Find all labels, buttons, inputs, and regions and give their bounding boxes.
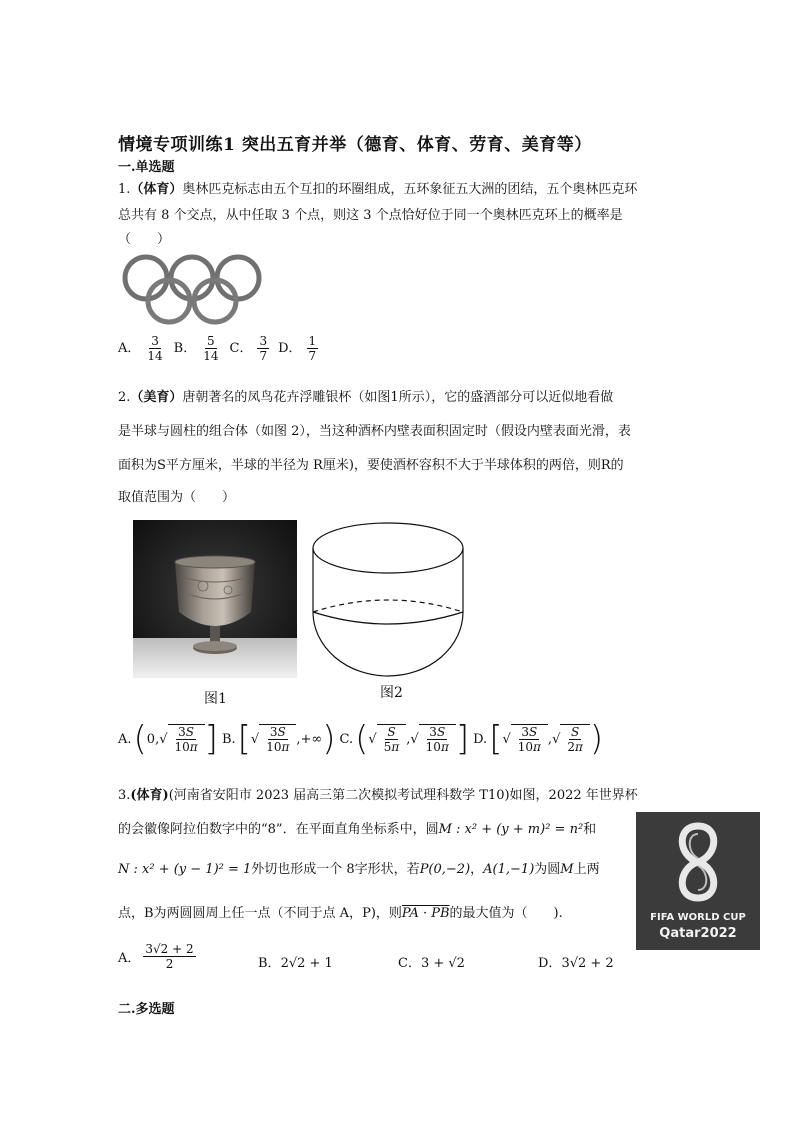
question-number: 3. [118, 788, 131, 803]
section-heading-single-choice: 一.单选题 [118, 160, 175, 175]
question-text: 奥林匹克标志由五个互扣的环圈组成，五环象征五大洲的团结，五个奥林匹克环 [182, 182, 638, 197]
option-a[interactable]: A． $\frac{3√2 + 2}{2}$ [118, 942, 194, 971]
question-1-line-2: 总共有 8 个交点，从中任取 3 个点，则这 3 个点恰好位于同一个奥林匹克环上的概率是 [118, 208, 623, 223]
question-3-line-2: 的会徽像阿拉伯数字中的“8”．在平面直角坐标系中，圆M : x² + (y + m)² = n²和 [118, 822, 597, 837]
question-3-options [118, 942, 638, 982]
ring-bottom-right [194, 280, 236, 322]
option-b[interactable]: B．2√2 + 1 [258, 956, 333, 971]
cylinder-hemisphere-diagram [308, 520, 468, 682]
figure-1-caption: 图1 [204, 691, 227, 707]
logo-emblem [636, 812, 760, 912]
question-3-line-1 [118, 784, 638, 803]
question-tag: （体育） [130, 182, 183, 197]
question-1-line-1 [118, 178, 637, 197]
question-2-line-1 [118, 386, 613, 405]
option-c[interactable]: C. ( √ $\frac{S}{5\pi}$ , √ $\frac{3S}{10\pi}$ ] [339, 719, 470, 759]
question-tag: (体育) [130, 788, 169, 803]
option-d[interactable]: D． $\frac{1}{7}$ [278, 334, 317, 363]
section-heading-multiple-choice: 二.多选题 [118, 1002, 175, 1017]
question-text: (河南省安阳市 2023 届高三第二次模拟考试理科数学 T10)如图，2022 年世界杯 [168, 788, 638, 803]
olympic-rings-figure [120, 252, 266, 328]
page-title: 情境专项训练1 突出五育并举（德育、体育、劳育、美育等） [118, 135, 592, 155]
question-tag: （美育） [130, 390, 183, 405]
ring-bottom-left [148, 280, 190, 322]
logo-text-line-1: FIFA WORLD CUP [650, 912, 746, 923]
question-2-line-2: 是半球与圆柱的组合体（如图 2），当这种酒杯内壁表面积固定时（假设内壁表面光滑，表 [118, 424, 631, 439]
option-b[interactable]: B． $\frac{5}{14}$ [173, 334, 219, 363]
silver-cup-photo [133, 520, 297, 678]
option-a[interactable]: A． $\frac{3}{14}$ [118, 334, 163, 363]
option-c[interactable]: C．3 + √2 [398, 956, 465, 971]
option-c[interactable]: C． $\frac{3}{7}$ [229, 334, 268, 363]
option-d[interactable]: D．3√2 + 2 [538, 956, 614, 971]
fifa-world-cup-logo [636, 812, 760, 950]
question-1-options [118, 334, 321, 363]
question-3-line-3: N : x² + (y − 1)² = 1外切也形成一个 8字形状，若P(0,−2)，A(1,−1)为圆M上两 [118, 862, 600, 877]
ring-top-middle [171, 257, 213, 299]
question-text: 唐朝著名的凤鸟花卉浮雕银杯（如图1所示），它的盛酒部分可以近似地看做 [182, 390, 614, 405]
question-2-line-4: 取值范围为（ ） [118, 490, 236, 505]
option-a[interactable]: A. ( 0, √ $\frac{3S}{10\pi}$ ] [118, 719, 218, 759]
question-3-line-4: 点，B为两圆圆周上任一点（不同于点 A，P)，则PA · PB的最大值为（ ). [118, 906, 563, 921]
question-2-options [118, 719, 604, 759]
logo-text-line-2: Qatar2022 [659, 926, 737, 941]
question-2-line-3: 面积为S平方厘米，半球的半径为 R厘米)，要使酒杯容积不大于半球体积的两倍，则R的 [118, 458, 624, 473]
option-b[interactable]: B. [ √ $\frac{3S}{10\pi}$ , +∞ ) [221, 719, 336, 759]
option-d[interactable]: D. [ √ $\frac{3S}{10\pi}$ , √ $\frac{S}{2\pi}$ ) [473, 719, 604, 759]
question-number: 1. [118, 182, 131, 197]
ring-top-right [217, 257, 259, 299]
figure-2-caption: 图2 [380, 685, 403, 701]
question-1-line-3: （ ） [118, 232, 171, 247]
ring-top-left [125, 257, 167, 299]
question-number: 2. [118, 390, 131, 405]
